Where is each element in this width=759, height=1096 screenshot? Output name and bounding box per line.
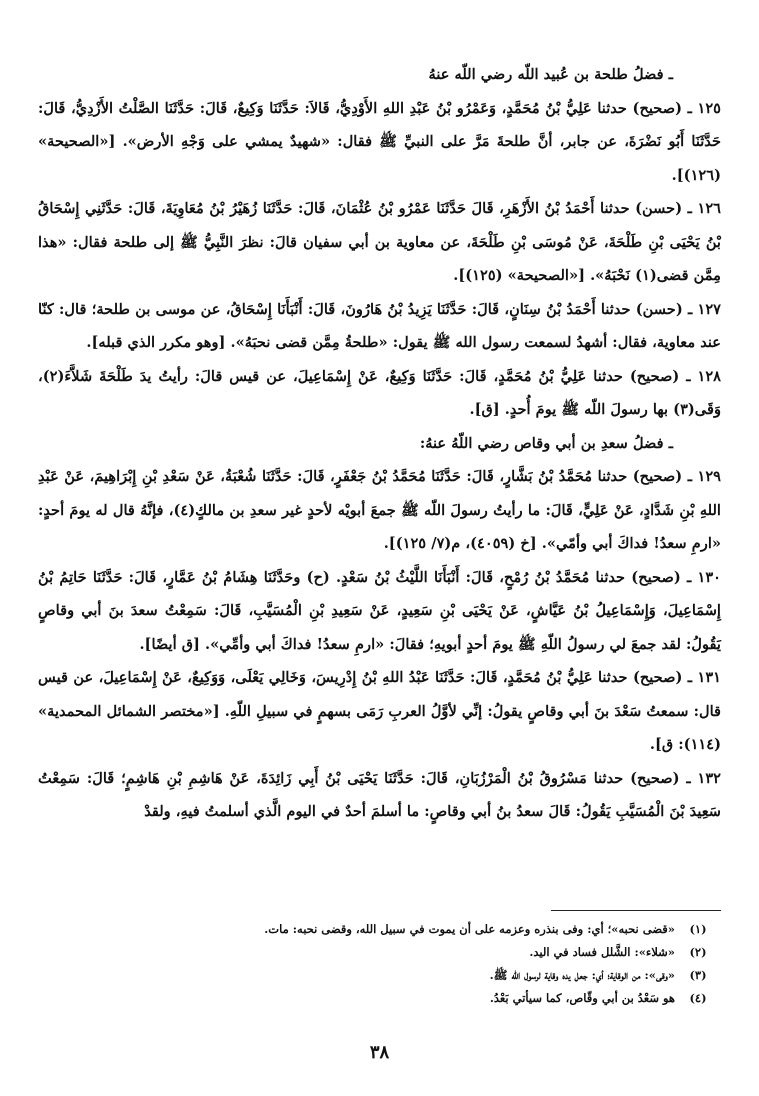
hadith-132: ١٣٢ ـ (صحيح) حدثنا مَسْرُوقُ بْنُ الْمَرْزُبَانِ، قَالَ: حَدَّثَنَا يَحْيَى بْنُ أَبِي زَائِدَةَ، عَنْ هَاشِمِ بْنِ هَاشِمٍ؛ قَالَ: سَمِعْتُ سَعِيدَ بْنَ الْمُسَيَّبِ يَقُولُ: قَالَ سعدُ بنُ أبي وقاصٍ: ما أسلمَ أحدٌ في اليوم الَّذي أسلمتُ فيهِ، ولقدْ (38, 769, 721, 820)
footnote-number: (٣) (689, 968, 707, 982)
main-text (38, 58, 721, 829)
hadith-128: ١٢٨ ـ (صحيح) حدثنا عَلِيُّ بْنُ مُحَمَّدٍ، قَالَ: حَدَّثَنَا وَكِيعٌ، عَنْ إِسْمَاعِيلَ، عن قيس قالَ: رأيتُ يدَ طَلْحَةَ شَلاَّءَ(٢)، وَقَى(٣) بها رسولَ اللّه ﷺ يومَ أُحدٍ. [ق]. (38, 367, 721, 418)
footnote-text: هو سَعْدُ بن أبي وقّاص، كما سيأتي بَعْدُ. (489, 991, 675, 1005)
footnote-number: (١) (689, 922, 707, 936)
section-heading-talha: ـ فضلُ طلحة بن عُبيد اللّه رضي اللّه عنهُ (428, 66, 673, 83)
footnotes (140, 918, 721, 1010)
hadith-126: ١٢٦ ـ (حسن) حدثنا أَحْمَدُ بْنُ الأَزْهَرِ، قَالَ حَدَّثَنَا عَمْرُو بْنُ عُثْمَانَ، قَالَ: حَدَّثَنَا زُهَيْرُ بْنُ مُعَاوِيَةَ، قَالَ: حَدَّثَنِي إِسْحَاقُ بْنُ يَحْيَى بْنِ طَلْحَةَ، عَنْ مُوسَى بْنِ طَلْحَةَ، عن معاوية بن أبي سفيان قالَ: نظرَ النَّبِيُّ ﷺ إلى طلحة فقال: «هذا مِمَّن قضى(١) نَحْبَهُ». [«الصحيحة» (١٢٥)]. (38, 200, 721, 284)
page-number: ٣٨ (369, 1042, 390, 1063)
footnote-4 (140, 987, 721, 1010)
footnote-text: «شلاء»: الشَّلل فساد في اليد. (529, 945, 675, 959)
footnote-1 (140, 918, 721, 941)
hadith-129: ١٢٩ ـ (صحيح) حدثنا مُحَمَّدُ بْنُ بَشَّارٍ، قَالَ: حَدَّثَنَا مُحَمَّدُ بْنُ جَعْفَرٍ، قَالَ: حَدَّثَنَا شُعْبَةُ، عَنْ سَعْدِ بْنِ إِبْرَاهِيمَ، عَنْ عَبْدِ اللهِ بْنِ شَدَّادٍ، عَنْ عَلِيٍّ، قَالَ: ما رأيتُ رسولَ اللّه ﷺ جمعَ أبويْه لأحدٍ غير سعدِ بن مالكٍ(٤)، فإنَّهُ قال له يومَ أحدٍ: «ارمِ سعدُ! فداكَ أبي وأمّي». [خ (٤٠٥٩)، م(٧/ ١٢٥)]. (38, 468, 721, 552)
hadith-131: ١٣١ ـ (صحيح) حدثنا عَلِيُّ بْنُ مُحَمَّدٍ، قَالَ: حَدَّثَنَا عَبْدُ اللهِ بْنُ إِدْرِيسَ، وَخَالِي يَعْلَى، وَوَكِيعٌ، عَنْ إِسْمَاعِيلَ، عن قيس قال: سمعتُ سَعْدَ بنَ أبي وقاصٍ يقولُ: إنِّي لأوَّلُ العربِ رَمَى بسهمٍ في سبيلِ اللّهِ. [«مختصر الشمائل المحمدية» (١١٤): ق]. (38, 669, 721, 753)
footnote-3 (140, 964, 721, 987)
footnote-text: «وقى»: من الوقاية؛ أي: جعل يده وقاية لرسول الله ﷺ. (489, 968, 675, 982)
footnote-number: (٤) (689, 991, 707, 1005)
footnote-2 (140, 941, 721, 964)
hadith-127: ١٢٧ ـ (حسن) حدثنا أَحْمَدُ بْنُ سِنَانٍ، قَالَ: حَدَّثَنَا يَزِيدُ بْنُ هَارُونَ، قَالَ: أَنْبَأَنَا إِسْحَاقُ، عن موسى بن طلحة؛ قال: كنّا عند معاوية، فقال: أشهدُ لسمعت رسول الله ﷺ يقول: «طلحةُ مِمَّن قضى نحبَهُ». [وهو مكرر الذي قبله]. (38, 300, 721, 351)
section-heading-saad: ـ فضلُ سعدِ بن أبي وقاص رضي اللّهُ عنهُ: (419, 434, 673, 452)
hadith-125: ١٢٥ ـ (صحيح) حدثنا عَلِيُّ بْنُ مُحَمَّدٍ، وَعَمْرُو بْنُ عَبْدِ اللهِ الأَوْدِيُّ، قَالاَ: حَدَّثَنَا وَكِيعٌ، قَالَ: حَدَّثَنَا الصَّلْتُ الأَزْدِيُّ، قَالَ: حَدَّثَنَا أَبُو نَضْرَةَ، عن جابر، أنَّ طلحةَ مَرَّ على النبيِّ ﷺ فقال: «شهيدٌ يمشي على وَجْهِ الأرض». [«الصحيحة» (١٢٦)]. (38, 99, 721, 184)
footnote-text: «قضى نحبه»؛ أي: وفى بنذره وعزمه على أن يموت في سبيل الله، وقضى نحبه: مات. (264, 922, 675, 936)
footnote-number: (٢) (689, 945, 707, 959)
footnote-separator (551, 910, 721, 911)
hadith-130: ١٣٠ ـ (صحيح) حدثنا مُحَمَّدُ بْنُ رُمْحٍ، قَالَ: أَنْبَأَنَا اللَّيْثُ بْنُ سَعْدٍ. (ح) وحَدَّثَنَا هِشَامُ بْنُ عَمَّارٍ، قَالَ: حَدَّثَنَا حَاتِمُ بْنُ إِسْمَاعِيلَ، وَإِسْمَاعِيلُ بْنُ عَيَّاشٍ، عَنْ يَحْيَى بْنِ سَعِيدٍ، عَنْ سَعِيدِ بْنِ الْمُسَيَّبِ، قَالَ: سَمِعْتُ سعدَ بنَ أبي وقاصٍ يَقُولُ: لقد جمعَ لي رسولُ اللّهِ ﷺ يومَ أحدٍ أبويهِ؛ فقالَ: «ارمِ سعدُ! فداكَ أبي وأمِّي». [ق أيضًا]. (38, 568, 721, 653)
